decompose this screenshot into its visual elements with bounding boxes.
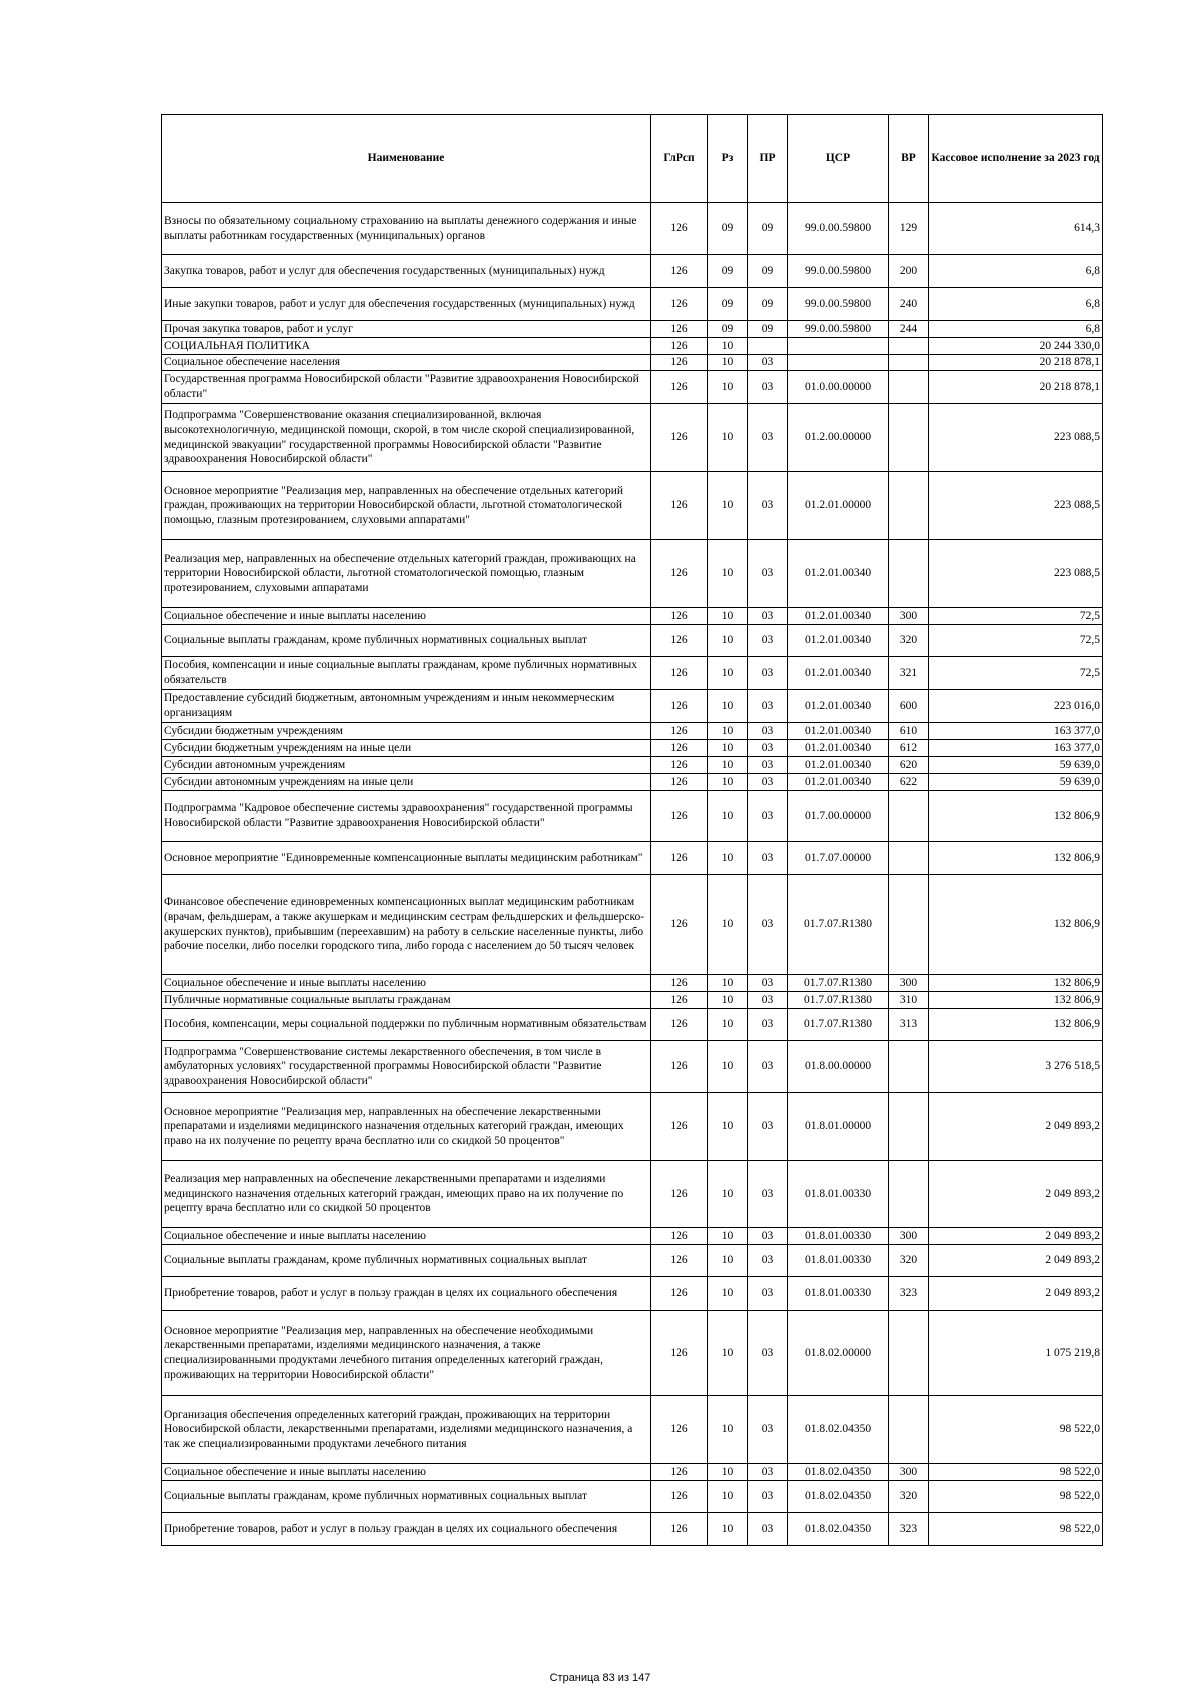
cell-glrsp: 126 <box>651 723 708 740</box>
cell-csr: 01.7.07.R1380 <box>788 875 889 975</box>
cell-glrsp: 126 <box>651 791 708 842</box>
cell-glrsp: 126 <box>651 288 708 321</box>
cell-csr: 01.8.02.04350 <box>788 1481 889 1513</box>
cell-glrsp: 126 <box>651 1513 708 1546</box>
cell-name: Иные закупки товаров, работ и услуг для обеспечения государственных (муниципальных) нужд <box>162 288 651 321</box>
cell-pr: 03 <box>748 472 788 540</box>
cell-amount: 20 244 330,0 <box>929 338 1103 355</box>
cell-name: Организация обеспечения определенных категорий граждан, проживающих на территории Новосибирской области, лекарственными препаратами, изделиями медицинского назначения, а так же специализированными продуктами лечебного питания <box>162 1396 651 1464</box>
cell-name: СОЦИАЛЬНАЯ ПОЛИТИКА <box>162 338 651 355</box>
cell-amount: 72,5 <box>929 608 1103 625</box>
cell-name: Финансовое обеспечение единовременных компенсационных выплат медицинским работникам (врачам, фельдшерам, а также акушеркам и медицинским сестрам фельдшерских и фельдшерско-акушерских пунктов), прибывшим (переехавшим) на работу в сельские населенные пункты, либо рабочие поселки, либо поселки городского типа, либо города с населением до 50 тысяч человек <box>162 875 651 975</box>
cell-rz: 10 <box>708 338 748 355</box>
cell-rz: 10 <box>708 608 748 625</box>
cell-vr <box>889 1041 929 1093</box>
cell-glrsp: 126 <box>651 338 708 355</box>
cell-vr: 320 <box>889 1481 929 1513</box>
cell-rz: 10 <box>708 740 748 757</box>
cell-amount: 2 049 893,2 <box>929 1245 1103 1277</box>
cell-csr: 01.2.01.00340 <box>788 690 889 723</box>
cell-csr: 01.8.02.00000 <box>788 1311 889 1396</box>
cell-glrsp: 126 <box>651 1464 708 1481</box>
cell-amount: 20 218 878,1 <box>929 355 1103 371</box>
cell-amount: 3 276 518,5 <box>929 1041 1103 1093</box>
table-row <box>162 1161 1103 1228</box>
cell-amount: 6,8 <box>929 255 1103 288</box>
cell-rz: 10 <box>708 355 748 371</box>
cell-csr <box>788 355 889 371</box>
cell-csr: 01.8.01.00000 <box>788 1093 889 1161</box>
cell-glrsp: 126 <box>651 472 708 540</box>
cell-name: Пособия, компенсации, меры социальной поддержки по публичным нормативным обязательствам <box>162 1009 651 1041</box>
cell-glrsp: 126 <box>651 875 708 975</box>
cell-csr: 01.2.01.00340 <box>788 608 889 625</box>
cell-glrsp: 126 <box>651 757 708 774</box>
cell-pr: 03 <box>748 723 788 740</box>
cell-rz: 10 <box>708 657 748 690</box>
cell-amount: 72,5 <box>929 625 1103 657</box>
cell-pr <box>748 338 788 355</box>
cell-rz: 09 <box>708 321 748 338</box>
cell-name: Взносы по обязательному социальному страхованию на выплаты денежного содержания и иные выплаты работникам государственных (муниципальных) органов <box>162 203 651 255</box>
cell-glrsp: 126 <box>651 203 708 255</box>
cell-rz: 10 <box>708 774 748 791</box>
header-glrsp: ГлРсп <box>651 115 708 203</box>
cell-glrsp: 126 <box>651 371 708 404</box>
cell-csr: 01.7.00.00000 <box>788 791 889 842</box>
header-rz: Рз <box>708 115 748 203</box>
cell-name: Подпрограмма "Совершенствование оказания специализированной, включая высокотехнологичную, медицинской помощи, скорой, в том числе скорой специализированной, медицинской эвакуации" государственной программы Новосибирской области "Развитие здравоохранения Новосибирской области" <box>162 404 651 472</box>
cell-glrsp: 126 <box>651 774 708 791</box>
cell-name: Приобретение товаров, работ и услуг в пользу граждан в целях их социального обеспечения <box>162 1513 651 1546</box>
cell-amount: 6,8 <box>929 321 1103 338</box>
cell-csr: 99.0.00.59800 <box>788 288 889 321</box>
cell-vr: 323 <box>889 1277 929 1311</box>
cell-pr: 03 <box>748 657 788 690</box>
cell-glrsp: 126 <box>651 690 708 723</box>
table-row <box>162 657 1103 690</box>
table-row <box>162 1245 1103 1277</box>
cell-rz: 10 <box>708 723 748 740</box>
cell-glrsp: 126 <box>651 404 708 472</box>
cell-vr: 244 <box>889 321 929 338</box>
table-row <box>162 371 1103 404</box>
cell-vr: 240 <box>889 288 929 321</box>
cell-pr: 03 <box>748 791 788 842</box>
cell-vr: 300 <box>889 1464 929 1481</box>
cell-glrsp: 126 <box>651 657 708 690</box>
cell-pr: 09 <box>748 255 788 288</box>
cell-name: Основное мероприятие "Единовременные компенсационные выплаты медицинским работникам" <box>162 842 651 875</box>
cell-csr: 01.8.01.00330 <box>788 1161 889 1228</box>
cell-amount: 2 049 893,2 <box>929 1093 1103 1161</box>
cell-name: Субсидии бюджетным учреждениям <box>162 723 651 740</box>
cell-glrsp: 126 <box>651 255 708 288</box>
cell-pr: 09 <box>748 203 788 255</box>
cell-rz: 09 <box>708 255 748 288</box>
cell-amount: 2 049 893,2 <box>929 1277 1103 1311</box>
cell-name: Пособия, компенсации и иные социальные выплаты гражданам, кроме публичных нормативных обязательств <box>162 657 651 690</box>
cell-pr: 03 <box>748 1009 788 1041</box>
cell-name: Социальное обеспечение и иные выплаты населению <box>162 1464 651 1481</box>
cell-amount: 6,8 <box>929 288 1103 321</box>
cell-rz: 10 <box>708 1396 748 1464</box>
header-name: Наименование <box>162 115 651 203</box>
cell-rz: 10 <box>708 1228 748 1245</box>
cell-glrsp: 126 <box>651 1481 708 1513</box>
cell-csr: 01.8.02.04350 <box>788 1513 889 1546</box>
cell-csr: 01.7.07.R1380 <box>788 992 889 1009</box>
cell-pr: 03 <box>748 355 788 371</box>
table-row <box>162 321 1103 338</box>
cell-name: Субсидии автономным учреждениям на иные цели <box>162 774 651 791</box>
header-amount: Кассовое исполнение за 2023 год <box>929 115 1103 203</box>
cell-csr: 01.8.01.00330 <box>788 1228 889 1245</box>
cell-csr: 01.0.00.00000 <box>788 371 889 404</box>
cell-pr: 03 <box>748 540 788 608</box>
cell-pr: 03 <box>748 740 788 757</box>
cell-rz: 10 <box>708 690 748 723</box>
cell-pr: 09 <box>748 321 788 338</box>
cell-name: Приобретение товаров, работ и услуг в пользу граждан в целях их социального обеспечения <box>162 1277 651 1311</box>
cell-rz: 10 <box>708 1513 748 1546</box>
cell-name: Подпрограмма "Кадровое обеспечение системы здравоохранения" государственной программы Новосибирской области "Развитие здравоохранения Новосибирской области" <box>162 791 651 842</box>
cell-amount: 223 088,5 <box>929 404 1103 472</box>
cell-rz: 09 <box>708 203 748 255</box>
cell-name: Социальное обеспечение и иные выплаты населению <box>162 975 651 992</box>
cell-rz: 10 <box>708 625 748 657</box>
cell-amount: 1 075 219,8 <box>929 1311 1103 1396</box>
cell-vr: 310 <box>889 992 929 1009</box>
cell-name: Прочая закупка товаров, работ и услуг <box>162 321 651 338</box>
cell-name: Реализация мер направленных на обеспечение лекарственными препаратами и изделиями медицинского назначения отдельных категорий граждан, имеющих право на их получение по рецепту врача бесплатно или со скидкой 50 процентов <box>162 1161 651 1228</box>
cell-amount: 2 049 893,2 <box>929 1228 1103 1245</box>
cell-pr: 03 <box>748 1245 788 1277</box>
cell-rz: 10 <box>708 1245 748 1277</box>
cell-name: Основное мероприятие "Реализация мер, направленных на обеспечение необходимыми лекарственными препаратами, изделиями медицинского назначения, а также специализированными продуктами лечебного питания определенных категорий граждан, проживающих на территории Новосибирской области" <box>162 1311 651 1396</box>
cell-name: Социальные выплаты гражданам, кроме публичных нормативных социальных выплат <box>162 1481 651 1513</box>
cell-vr <box>889 355 929 371</box>
cell-pr: 03 <box>748 1277 788 1311</box>
cell-amount: 223 088,5 <box>929 472 1103 540</box>
table-row <box>162 472 1103 540</box>
table-row <box>162 1009 1103 1041</box>
cell-rz: 10 <box>708 404 748 472</box>
cell-pr: 03 <box>748 608 788 625</box>
cell-csr: 01.8.02.04350 <box>788 1464 889 1481</box>
cell-glrsp: 126 <box>651 842 708 875</box>
cell-name: Социальное обеспечение и иные выплаты населению <box>162 1228 651 1245</box>
table-row <box>162 875 1103 975</box>
cell-pr: 03 <box>748 371 788 404</box>
cell-name: Основное мероприятие "Реализация мер, направленных на обеспечение лекарственными препаратами и изделиями медицинского назначения отдельных категорий граждан, имеющих право на их получение по рецепту врача бесплатно или со скидкой 50 процентов" <box>162 1093 651 1161</box>
cell-name: Закупка товаров, работ и услуг для обеспечения государственных (муниципальных) нужд <box>162 255 651 288</box>
cell-pr: 03 <box>748 1093 788 1161</box>
cell-glrsp: 126 <box>651 540 708 608</box>
cell-glrsp: 126 <box>651 1277 708 1311</box>
cell-vr <box>889 1396 929 1464</box>
cell-rz: 10 <box>708 1481 748 1513</box>
cell-glrsp: 126 <box>651 321 708 338</box>
cell-amount: 223 016,0 <box>929 690 1103 723</box>
cell-glrsp: 126 <box>651 992 708 1009</box>
budget-execution-table <box>161 114 1103 1546</box>
cell-pr: 03 <box>748 842 788 875</box>
cell-rz: 10 <box>708 1093 748 1161</box>
cell-vr <box>889 1093 929 1161</box>
cell-name: Предоставление субсидий бюджетным, автономным учреждениям и иным некоммерческим организациям <box>162 690 651 723</box>
cell-csr: 01.2.01.00340 <box>788 723 889 740</box>
cell-name: Социальное обеспечение и иные выплаты населению <box>162 608 651 625</box>
cell-vr: 313 <box>889 1009 929 1041</box>
cell-name: Социальные выплаты гражданам, кроме публичных нормативных социальных выплат <box>162 625 651 657</box>
table-row <box>162 338 1103 355</box>
cell-vr <box>889 338 929 355</box>
cell-vr: 321 <box>889 657 929 690</box>
cell-vr <box>889 1161 929 1228</box>
cell-csr <box>788 338 889 355</box>
cell-pr: 03 <box>748 1396 788 1464</box>
cell-name: Государственная программа Новосибирской области "Развитие здравоохранения Новосибирской области" <box>162 371 651 404</box>
cell-rz: 10 <box>708 540 748 608</box>
cell-vr <box>889 875 929 975</box>
cell-name: Социальное обеспечение населения <box>162 355 651 371</box>
cell-rz: 10 <box>708 875 748 975</box>
cell-amount: 163 377,0 <box>929 723 1103 740</box>
table-row <box>162 625 1103 657</box>
cell-vr <box>889 540 929 608</box>
table-row <box>162 1277 1103 1311</box>
cell-csr: 01.8.01.00330 <box>788 1245 889 1277</box>
header-pr: ПР <box>748 115 788 203</box>
cell-rz: 10 <box>708 1277 748 1311</box>
cell-glrsp: 126 <box>651 1009 708 1041</box>
table-row <box>162 975 1103 992</box>
cell-csr: 01.7.07.00000 <box>788 842 889 875</box>
cell-rz: 10 <box>708 1009 748 1041</box>
cell-rz: 10 <box>708 1161 748 1228</box>
cell-amount: 223 088,5 <box>929 540 1103 608</box>
cell-glrsp: 126 <box>651 1311 708 1396</box>
cell-vr: 610 <box>889 723 929 740</box>
cell-vr <box>889 791 929 842</box>
cell-csr: 01.8.00.00000 <box>788 1041 889 1093</box>
cell-name: Социальные выплаты гражданам, кроме публичных нормативных социальных выплат <box>162 1245 651 1277</box>
cell-amount: 2 049 893,2 <box>929 1161 1103 1228</box>
table-row <box>162 355 1103 371</box>
cell-pr: 03 <box>748 774 788 791</box>
cell-pr: 03 <box>748 1311 788 1396</box>
header-vr: ВР <box>889 115 929 203</box>
cell-glrsp: 126 <box>651 1228 708 1245</box>
cell-csr: 01.2.00.00000 <box>788 404 889 472</box>
cell-vr: 129 <box>889 203 929 255</box>
cell-name: Субсидии бюджетным учреждениям на иные цели <box>162 740 651 757</box>
cell-pr: 03 <box>748 1228 788 1245</box>
cell-vr <box>889 842 929 875</box>
cell-pr: 03 <box>748 1481 788 1513</box>
cell-rz: 10 <box>708 757 748 774</box>
budget-table-container <box>161 114 1102 1546</box>
cell-pr: 03 <box>748 690 788 723</box>
cell-vr: 612 <box>889 740 929 757</box>
table-row <box>162 723 1103 740</box>
cell-glrsp: 126 <box>651 975 708 992</box>
cell-pr: 03 <box>748 1513 788 1546</box>
table-row <box>162 288 1103 321</box>
table-row <box>162 404 1103 472</box>
cell-vr: 620 <box>889 757 929 774</box>
table-row <box>162 791 1103 842</box>
cell-rz: 10 <box>708 371 748 404</box>
table-row <box>162 1481 1103 1513</box>
cell-glrsp: 126 <box>651 1396 708 1464</box>
cell-csr: 01.2.01.00340 <box>788 625 889 657</box>
cell-amount: 132 806,9 <box>929 975 1103 992</box>
table-row <box>162 1041 1103 1093</box>
cell-rz: 10 <box>708 472 748 540</box>
cell-name: Реализация мер, направленных на обеспечение отдельных категорий граждан, проживающих на территории Новосибирской области, льготной стоматологической помощью, глазным протезированием, слуховыми аппаратами <box>162 540 651 608</box>
cell-vr: 600 <box>889 690 929 723</box>
cell-name: Субсидии автономным учреждениям <box>162 757 651 774</box>
cell-name: Подпрограмма "Совершенствование системы лекарственного обеспечения, в том числе в амбулаторных условиях" государственной программы Новосибирской области "Развитие здравоохранения Новосибирской области" <box>162 1041 651 1093</box>
table-row <box>162 1513 1103 1546</box>
table-row <box>162 1093 1103 1161</box>
cell-csr: 01.2.01.00340 <box>788 657 889 690</box>
cell-amount: 132 806,9 <box>929 875 1103 975</box>
cell-amount: 132 806,9 <box>929 1009 1103 1041</box>
cell-rz: 10 <box>708 791 748 842</box>
cell-amount: 20 218 878,1 <box>929 371 1103 404</box>
cell-csr: 01.2.01.00340 <box>788 540 889 608</box>
cell-csr: 99.0.00.59800 <box>788 203 889 255</box>
cell-amount: 132 806,9 <box>929 791 1103 842</box>
cell-vr <box>889 371 929 404</box>
cell-vr: 300 <box>889 975 929 992</box>
cell-csr: 01.2.01.00340 <box>788 757 889 774</box>
cell-csr: 01.2.01.00000 <box>788 472 889 540</box>
cell-pr: 03 <box>748 757 788 774</box>
cell-vr <box>889 404 929 472</box>
table-row <box>162 690 1103 723</box>
table-row <box>162 774 1103 791</box>
table-row <box>162 1464 1103 1481</box>
cell-vr: 200 <box>889 255 929 288</box>
table-row <box>162 255 1103 288</box>
table-row <box>162 842 1103 875</box>
cell-csr: 01.7.07.R1380 <box>788 1009 889 1041</box>
cell-vr <box>889 472 929 540</box>
cell-amount: 163 377,0 <box>929 740 1103 757</box>
cell-glrsp: 126 <box>651 1161 708 1228</box>
table-row <box>162 740 1103 757</box>
cell-csr: 01.7.07.R1380 <box>788 975 889 992</box>
table-row <box>162 1396 1103 1464</box>
cell-amount: 59 639,0 <box>929 774 1103 791</box>
cell-glrsp: 126 <box>651 1093 708 1161</box>
table-row <box>162 992 1103 1009</box>
table-row <box>162 1311 1103 1396</box>
cell-pr: 09 <box>748 288 788 321</box>
cell-rz: 09 <box>708 288 748 321</box>
cell-rz: 10 <box>708 975 748 992</box>
table-row <box>162 1228 1103 1245</box>
cell-csr: 99.0.00.59800 <box>788 321 889 338</box>
table-row <box>162 757 1103 774</box>
cell-name: Основное мероприятие "Реализация мер, направленных на обеспечение отдельных категорий граждан, проживающих на территории Новосибирской области, льготной стоматологической помощью, глазным протезированием, слуховыми аппаратами" <box>162 472 651 540</box>
cell-vr: 320 <box>889 625 929 657</box>
cell-pr: 03 <box>748 992 788 1009</box>
cell-vr: 300 <box>889 608 929 625</box>
cell-rz: 10 <box>708 1311 748 1396</box>
cell-pr: 03 <box>748 1464 788 1481</box>
cell-amount: 98 522,0 <box>929 1464 1103 1481</box>
cell-glrsp: 126 <box>651 608 708 625</box>
cell-vr: 320 <box>889 1245 929 1277</box>
cell-glrsp: 126 <box>651 740 708 757</box>
cell-amount: 98 522,0 <box>929 1481 1103 1513</box>
cell-name: Публичные нормативные социальные выплаты гражданам <box>162 992 651 1009</box>
cell-glrsp: 126 <box>651 1245 708 1277</box>
header-csr: ЦСР <box>788 115 889 203</box>
page-number: Страница 83 из 147 <box>549 1672 651 1684</box>
cell-csr: 99.0.00.59800 <box>788 255 889 288</box>
cell-glrsp: 126 <box>651 1041 708 1093</box>
cell-pr: 03 <box>748 404 788 472</box>
cell-amount: 132 806,9 <box>929 992 1103 1009</box>
cell-amount: 98 522,0 <box>929 1396 1103 1464</box>
cell-vr: 622 <box>889 774 929 791</box>
cell-csr: 01.8.01.00330 <box>788 1277 889 1311</box>
cell-pr: 03 <box>748 625 788 657</box>
cell-amount: 98 522,0 <box>929 1513 1103 1546</box>
cell-rz: 10 <box>708 1464 748 1481</box>
cell-amount: 59 639,0 <box>929 757 1103 774</box>
cell-rz: 10 <box>708 1041 748 1093</box>
cell-csr: 01.8.02.04350 <box>788 1396 889 1464</box>
cell-glrsp: 126 <box>651 625 708 657</box>
table-row <box>162 203 1103 255</box>
cell-glrsp: 126 <box>651 355 708 371</box>
table-row <box>162 540 1103 608</box>
cell-rz: 10 <box>708 992 748 1009</box>
cell-vr <box>889 1311 929 1396</box>
cell-amount: 614,3 <box>929 203 1103 255</box>
cell-pr: 03 <box>748 1041 788 1093</box>
cell-amount: 72,5 <box>929 657 1103 690</box>
cell-amount: 132 806,9 <box>929 842 1103 875</box>
cell-rz: 10 <box>708 842 748 875</box>
cell-csr: 01.2.01.00340 <box>788 740 889 757</box>
cell-vr: 323 <box>889 1513 929 1546</box>
cell-pr: 03 <box>748 975 788 992</box>
table-row <box>162 608 1103 625</box>
cell-csr: 01.2.01.00340 <box>788 774 889 791</box>
cell-pr: 03 <box>748 875 788 975</box>
cell-vr: 300 <box>889 1228 929 1245</box>
cell-pr: 03 <box>748 1161 788 1228</box>
table-header-row <box>162 115 1103 203</box>
